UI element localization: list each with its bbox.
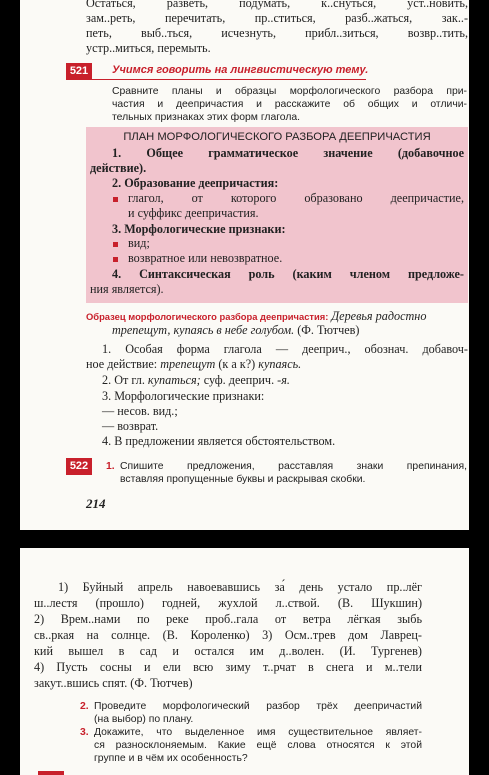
sample-step-4: 4. В предложении является обстоятельством. — [102, 434, 336, 448]
plan-item-1: 1. Общее грамматическое значение (добавочное — [112, 146, 464, 160]
exercise-text-line-3: тельных признаках этих форм глагола. — [112, 112, 301, 123]
plan-item-3-bullet-1: вид; — [128, 236, 150, 250]
exercise-sentence-line-7: закут..вшись спят. (Ф. Тютчев) — [34, 676, 193, 690]
task-number: 1. — [106, 461, 115, 472]
plan-item-2-bullet: глагол, от которого образовано деепричастие, — [128, 191, 464, 205]
exercise-heading: Учимся говорить на лингвистическую тему. — [112, 64, 369, 76]
exercise-sentence-line-6: 4) Пусть сосны и ели всю зиму т..рчат в снега и м..тели — [34, 660, 422, 674]
sample-step-1: 1. Особая форма глагола — дееприч., обознач. добавоч- — [102, 342, 468, 356]
sample-step-3-b: — возврат. — [102, 419, 159, 433]
sample-step-1-cont — [86, 357, 301, 372]
sample-line-2 — [112, 323, 359, 338]
task-number: 2. — [80, 701, 89, 712]
plan-item-4 — [112, 267, 464, 282]
heading-underline — [86, 79, 366, 80]
sample-step-3: 3. Морфологические признаки: — [102, 389, 265, 403]
step-text: суф. дееприч. — [203, 373, 275, 387]
bullet-icon — [113, 242, 118, 247]
plan-item-2-bullet-cont: и суффикс деепричастия. — [128, 206, 259, 220]
task-text-line-1: Спишите предложения, расставляя знаки препинания, — [120, 461, 467, 472]
next-exercise-badge — [38, 771, 64, 775]
task-3-line-1: Докажите, что выделенное имя существительное являет- — [94, 727, 422, 738]
plan-item-4-text: 4. Синтаксическая роль (каким членом предложе- — [112, 267, 464, 281]
exercise-sentence-line-5: кий вышел в сад и остался им д..волен. (И. Тургенев) — [34, 644, 422, 658]
plan-item-4-cont: ния является). — [90, 282, 164, 296]
exercise-number-badge: 522 — [66, 458, 92, 475]
word-list-line-1: Остаться, разветь, подумать, к..снуться, уст..новить, — [86, 0, 468, 10]
textbook-page-214 — [20, 0, 469, 530]
step-question: (к а к?) — [218, 357, 256, 371]
word-list-line-4: устр..миться, перемыть. — [86, 41, 211, 55]
sample-step-3-a: — несов. вид.; — [102, 404, 178, 418]
word-list-line-2: зам..реть, перечитать, пр..ститься, разб..жаться, зак..- — [86, 11, 468, 25]
task-2-line-2: (на выбор) по плану. — [94, 714, 194, 725]
plan-item-3-bullet-2: возвратное или невозвратное. — [128, 251, 283, 265]
step-example: трепещут — [160, 357, 216, 371]
word-list-line-3: петь, выб..ться, исчезнуть, прибл..зиться, возвр..тить, — [86, 26, 468, 40]
exercise-text-line-1: Сравните планы и образцы морфологического разбора при- — [112, 86, 467, 97]
exercise-sentence-line-3: 2) Врем..нами по реке проб..гала от ветра лёгкая зыбь — [34, 612, 422, 626]
plan-item-2: 2. Образование деепричастия: — [112, 176, 279, 190]
exercise-sentence-line-1: 1) Буйный апрель навоевавшись за́ день устало пр..лёг — [58, 580, 422, 594]
textbook-page-215 — [20, 548, 469, 775]
sample-line-1 — [86, 309, 426, 324]
bullet-icon — [113, 197, 118, 202]
task-2-line-1: Проведите морфологический разбор трёх деепричастий — [94, 701, 422, 712]
sample-author: (Ф. Тютчев) — [297, 323, 360, 337]
step-example: купаясь. — [258, 357, 302, 371]
sample-step-2 — [102, 373, 290, 388]
plan-item-3: 3. Морфологические признаки: — [112, 222, 286, 236]
step-text: ное действие: — [86, 357, 158, 371]
exercise-sentence-line-2: ш..лестя (прошло) годней, жухлой л..ствой. (В. Шукшин) — [34, 596, 422, 610]
plan-title: ПЛАН МОРФОЛОГИЧЕСКОГО РАЗБОРА ДЕЕПРИЧАСТИЯ — [123, 131, 431, 143]
step-example: купаться; — [147, 373, 201, 387]
page-number: 214 — [86, 496, 106, 511]
task-3-line-3: группе и в чём их особенность? — [94, 753, 248, 764]
step-suffix: -я. — [277, 373, 290, 387]
task-text-line-2: вставляя пропущенные буквы и раскрывая скобки. — [120, 474, 366, 485]
exercise-sentence-line-4: св..ркая на солнце. (В. Короленко) 3) Осм..трев дом Лаврец- — [34, 628, 422, 642]
exercise-text-line-2: частия и деепричастия и расскажите об общих и отличи- — [112, 99, 467, 110]
sample-example-end: трепещут, купаясь в небе голубом. — [112, 323, 295, 337]
sample-label: Образец морфологического разбора деепричастия: — [86, 311, 329, 322]
plan-item-1-cont: действие). — [90, 161, 147, 175]
task-number: 3. — [80, 727, 89, 738]
sample-example-start: Деревья радостно — [331, 309, 427, 323]
step-text: 2. От гл. — [102, 373, 145, 387]
task-3-line-2: ся разносклоняемым. Какие ещё слова относятся к этой — [94, 740, 422, 751]
bullet-icon — [113, 257, 118, 262]
exercise-number-badge: 521 — [66, 63, 92, 80]
